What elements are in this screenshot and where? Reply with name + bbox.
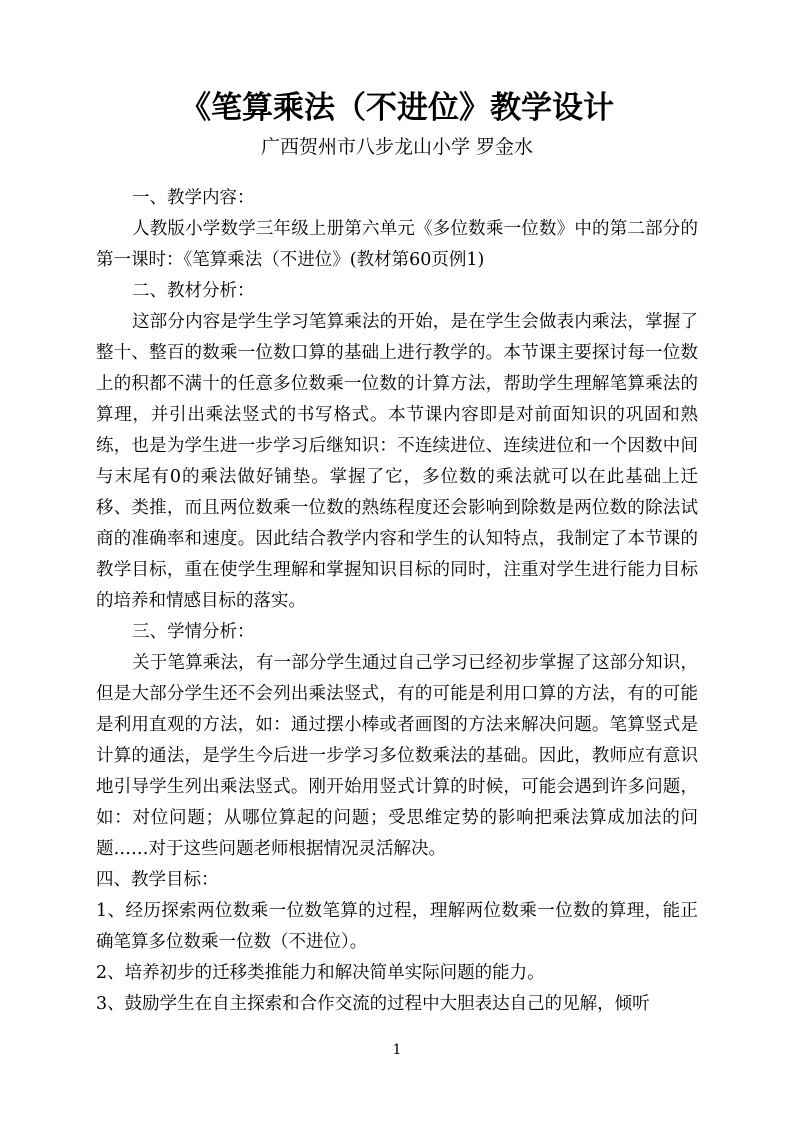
section-heading-student-analysis: 三、学情分析： xyxy=(132,622,255,642)
section-heading-objectives: 四、教学目标： xyxy=(96,870,219,890)
section-paragraph-material-analysis: 这部分内容是学生学习笔算乘法的开始，是在学生会做表内乘法，掌握了整十、整百的数乘一位数口算的基础上进行教学的。本节课主要探讨每一位数上的积都不满十的任意多位数乘一位数的计算方法，帮助学生理解笔算乘法的算理，并引出乘法竖式的书写格式。本节课内容即是对前面知识的巩固和熟练，也是为学生进一步学习后继知识：不连续进位、连续进位和一个因数中间与末尾有0的乘法做好铺垫。掌握了它，多位数的乘法就可以在此基础上迁移、类推，而且两位数乘一位数的熟练程度还会影响到除数是两位数的除法试商的准确率和速度。因此结合教学内容和学生的认知特点，我制定了本节课的教学目标，重在使学生理解和掌握知识目标的同时，注重对学生进行能力目标的培养和情感目标的落实。 xyxy=(96,312,698,611)
section-paragraph-student-analysis: 关于笔算乘法，有一部分学生通过自己学习已经初步掌握了这部分知识，但是大部分学生还不会列出乘法竖式，有的可能是利用口算的方法，有的可能是利用直观的方法，如：通过摆小棒或者画图的方法来解决问题。笔算竖式是计算的通法，是学生今后进一步学习多位数乘法的基础。因此，教师应有意识地引导学生列出乘法竖式。刚开始用竖式计算的时候，可能会遇到许多问题，如：对位问题；从哪位算起的问题；受思维定势的影响把乘法算成加法的问题……对于这些问题老师根据情况灵活解决。 xyxy=(96,653,698,859)
objective-item-3: 3、鼓励学生在自主探索和合作交流的过程中大胆表达自己的见解，倾听 xyxy=(96,994,650,1014)
objective-item-2: 2、培养初步的迁移类推能力和解决简单实际问题的能力。 xyxy=(96,963,545,983)
page-number: 1 xyxy=(392,1042,402,1058)
document-title: 《笔算乘法（不进位》教学设计 xyxy=(180,90,614,126)
document-body xyxy=(96,183,698,1020)
section-paragraph-content: 人教版小学数学三年级上册第六单元《多位数乘一位数》中的第二部分的第一课时：《笔算乘法（不进位》(教材第60页例1) xyxy=(96,219,698,270)
section-heading-material-analysis: 二、教材分析： xyxy=(132,281,255,301)
author-byline: 广西贺州市八步龙山小学 罗金水 xyxy=(260,136,534,158)
section-heading-content: 一、教学内容： xyxy=(132,188,255,208)
objective-item-1: 1、经历探索两位数乘一位数笔算的过程，理解两位数乘一位数的算理，能正确笔算多位数乘一位数（不进位）。 xyxy=(96,901,698,952)
